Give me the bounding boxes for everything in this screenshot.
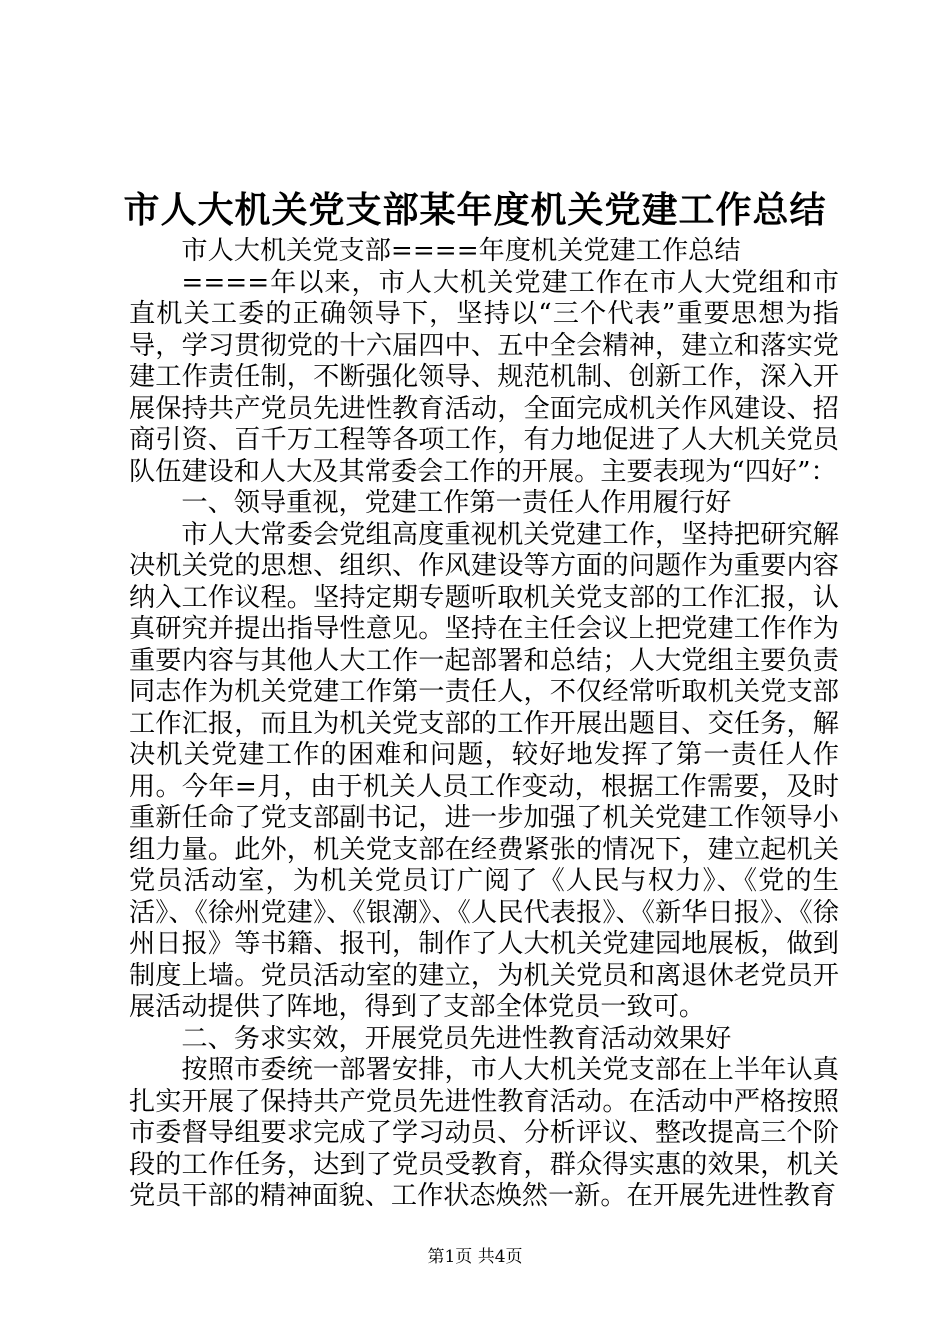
section-heading-1: 一、领导重视，党建工作第一责任人作用履行好 bbox=[181, 488, 732, 518]
document-title: 市人大机关党支部某年度机关党建工作总结 bbox=[123, 189, 827, 231]
document-body bbox=[129, 236, 839, 1213]
section-heading-2: 二、务求实效，开展党员先进性教育活动效果好 bbox=[181, 1023, 732, 1054]
section-2-paragraph: 按照市委统一部署安排，市人大机关党支部在上半年认真扎实开展了保持共产党员先进性教育活动。在活动中严格按照市委督导组要求完成了学习动员、分析评议、整改提高三个阶段的工作任务，达到了党员受教育，群众得实惠的效果，机关党员干部的精神面貌、工作状态焕然一新。在开展先进性教育 bbox=[129, 1055, 839, 1211]
intro-paragraph: ====年以来，市人大机关党建工作在市人大党组和市直机关工委的正确领导下，坚持以“三个代表”重要思想为指导，学习贯彻党的十六届四中、五中全会精神，建立和落实党建工作责任制，不断强化领导、规范机制、创新工作，深入开展保持共产党员先进性教育活动，全面完成机关作风建设、招商引资、百千万工程等各项工作，有力地促进了人大机关党员队伍建设和人大及其常委会工作的开展。主要表现为“四好”： bbox=[129, 267, 839, 487]
section-1-paragraph: 市人大常委会党组高度重视机关党建工作，坚持把研究解决机关党的思想、组织、作风建设等方面的问题作为重要内容纳入工作议程。坚持定期专题听取机关党支部的工作汇报，认真研究并提出指导性意见。坚持在主任会议上把党建工作作为重要内容与其他人大工作一起部署和总结；人大党组主要负责同志作为机关党建工作第一责任人，不仅经常听取机关党支部工作汇报，而且为机关党支部的工作开展出题目、交任务，解决机关党建工作的困难和问题，较好地发挥了第一责任人作用。今年=月，由于机关人员工作变动，根据工作需要，及时重新任命了党支部副书记，进一步加强了机关党建工作领导小组力量。此外，机关党支部在经费紧张的情况下，建立起机关党员活动室，为机关党员订广阅了《人民与权力》、《党的生活》、《徐州党建》、《银潮》、《人民代表报》、《新华日报》、《徐州日报》等书籍、报刊，制作了人大机关党建园地展板，做到制度上墙。党员活动室的建立，为机关党员和离退休老党员开展活动提供了阵地，得到了支部全体党员一致可。 bbox=[129, 519, 839, 1022]
subtitle-paragraph: 市人大机关党支部====年度机关党建工作总结 bbox=[181, 236, 741, 266]
page-footer: 第1页 共4页 bbox=[427, 1247, 523, 1267]
